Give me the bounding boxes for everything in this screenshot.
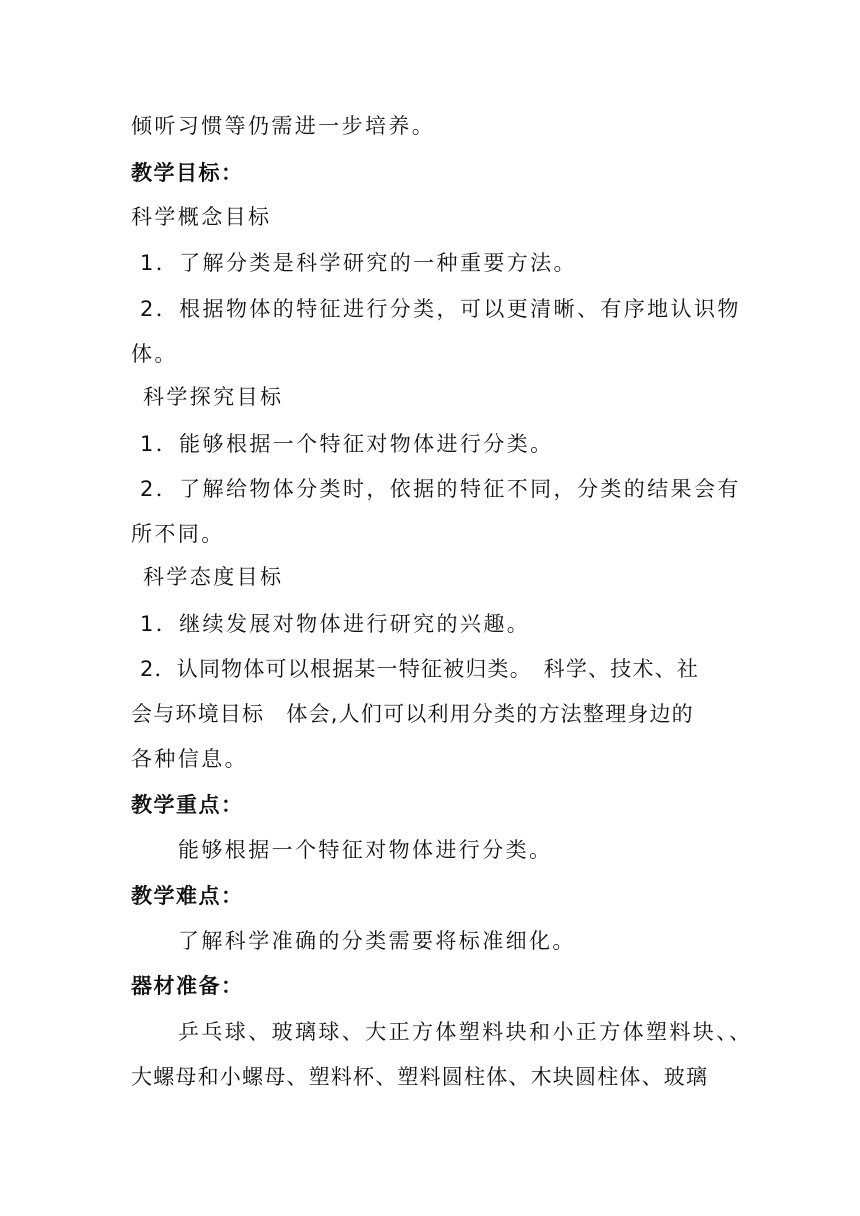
attitude-goal-2: 2．认同物体可以根据某一特征被归类。 科学、技术、社 xyxy=(140,657,700,681)
heading-materials: 器材准备： xyxy=(131,974,244,998)
sts-goal-cont: 各种信息。 xyxy=(131,747,248,771)
attitude-goal-1: 1．继续发展对物体进行研究的兴趣。 xyxy=(140,612,531,636)
text-line-continuation: 倾听习惯等仍需进一步培养。 xyxy=(131,114,436,138)
sts-goal: 会与环境目标 体会,人们可以利用分类的方法整理身边的 xyxy=(131,702,694,726)
subheading-attitude-goals: 科学态度目标 xyxy=(143,565,284,589)
concept-goal-2-cont: 体。 xyxy=(131,342,178,366)
inquiry-goal-1: 1．能够根据一个特征对物体进行分类。 xyxy=(140,432,554,456)
inquiry-goal-2: 2．了解给物体分类时，依据的特征不同，分类的结果会有 xyxy=(140,477,741,501)
concept-goal-2: 2．根据物体的特征进行分类，可以更清晰、有序地认识物 xyxy=(140,297,741,321)
materials-text: 乒乓球、玻璃球、大正方体塑料块和小正方体塑料块、、 xyxy=(178,1020,753,1044)
heading-key-points: 教学重点： xyxy=(131,793,244,817)
heading-teaching-goals: 教学目标： xyxy=(131,161,244,185)
subheading-inquiry-goals: 科学探究目标 xyxy=(143,385,284,409)
subheading-concept-goals: 科学概念目标 xyxy=(131,205,272,229)
heading-difficulties: 教学难点： xyxy=(131,884,244,908)
key-points-text: 能够根据一个特征对物体进行分类。 xyxy=(178,838,553,862)
inquiry-goal-2-cont: 所不同。 xyxy=(131,522,225,546)
concept-goal-1: 1．了解分类是科学研究的一种重要方法。 xyxy=(140,251,577,275)
difficulties-text: 了解科学准确的分类需要将标准细化。 xyxy=(178,929,576,953)
materials-text-cont: 大螺母和小螺母、塑料杯、塑料圆柱体、木块圆柱体、玻璃 xyxy=(131,1065,709,1089)
